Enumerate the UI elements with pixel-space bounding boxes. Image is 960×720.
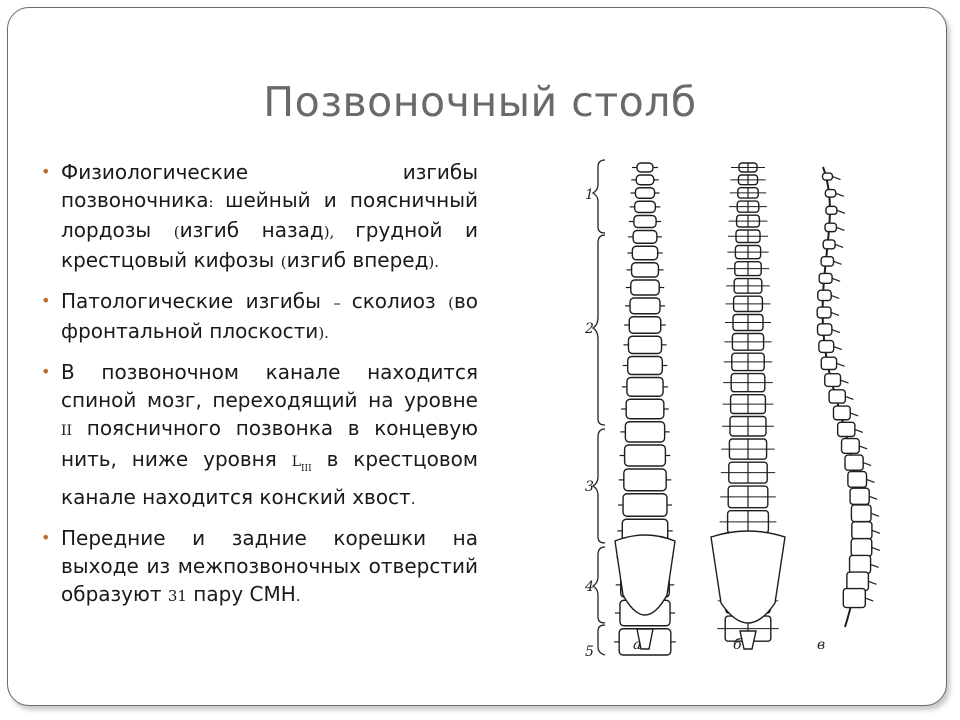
vertebra-shape [817, 307, 831, 318]
text-fragment: сколиоз [351, 289, 449, 313]
bullet-item-roots [40, 524, 478, 610]
bullet-dot-icon: • [41, 528, 51, 547]
text-fragment: поясничного позвонка в концевую нить, ниже уровня [61, 416, 478, 471]
vertebra-shape [822, 173, 832, 180]
view-label: б [733, 637, 742, 653]
vertebra-shape [628, 357, 663, 375]
spinous-line [841, 380, 849, 383]
spinous-line [832, 278, 840, 281]
text-fragment: . [295, 587, 301, 605]
vertebra-shape [851, 505, 871, 522]
text-fragment: 31 [167, 587, 187, 605]
spinous-line [859, 446, 867, 449]
vertebra-shape [631, 280, 659, 295]
text-fragment: ), [323, 223, 356, 241]
vertebra-shape [629, 317, 661, 334]
vertebra-shape [838, 422, 855, 436]
text-fragment: изгиб вперед [286, 248, 429, 272]
spinous-line [871, 564, 879, 567]
text-fragment: ( [280, 253, 287, 271]
spine-back-view [711, 163, 785, 649]
text-fragment: Патологические изгибы [61, 289, 334, 313]
vertebra-shape [634, 216, 656, 228]
vertebra-shape [826, 206, 837, 214]
vertebra-shape [833, 406, 850, 420]
vertebra-shape [843, 589, 865, 608]
region-brackets [593, 160, 605, 655]
spinous-line [832, 330, 840, 333]
text-fragment: ). [318, 324, 329, 342]
text-fragment: Передние и задние корешки на выходе из межпозвоночных отверстий образуют [61, 526, 478, 606]
bullet-item-curves [40, 158, 478, 276]
spine-illustration [583, 157, 895, 660]
region-label: 4 [585, 579, 594, 595]
text-fragment: L [291, 454, 301, 470]
vertebra-shape [842, 439, 860, 454]
bullet-dot-icon: • [41, 162, 51, 181]
text-fragment: в крестцовом канале находится конский хвост [61, 447, 478, 509]
vertebra-shape [625, 422, 664, 442]
spinous-line [872, 547, 880, 550]
vertebra-shape [623, 494, 667, 517]
vertebra-shape [635, 188, 654, 199]
vertebra-shape [823, 240, 835, 249]
spinous-line [837, 363, 845, 366]
vertebra-shape [821, 257, 833, 266]
spinous-line [831, 295, 839, 298]
text-fragment: . [410, 490, 416, 508]
text-fragment: В позвоночном канале находится спиной мозг, переходящий на уровне [61, 360, 478, 412]
vertebra-shape [633, 231, 657, 244]
text-fragment: ). [428, 253, 440, 271]
vertebra-shape [637, 163, 653, 172]
region-labels [584, 187, 594, 660]
spinous-line [871, 513, 879, 516]
vertebra-shape [852, 522, 872, 539]
spinous-line [869, 496, 877, 499]
vertebra-shape [636, 175, 654, 185]
bullet-item-pathology [40, 287, 478, 347]
vertebra-shape [818, 290, 831, 300]
vertebra-shape [825, 223, 836, 231]
spinous-line [867, 479, 875, 482]
vertebra-shape [819, 341, 834, 353]
vertebra-shape [635, 201, 656, 212]
spinous-line [865, 598, 873, 601]
region-label: 3 [585, 479, 594, 495]
region-label: 5 [585, 644, 594, 660]
spinous-line [832, 177, 840, 180]
region-label: 2 [585, 321, 594, 337]
text-fragment: пару СМН [186, 582, 296, 606]
view-label: а [633, 637, 642, 653]
text-fragment: шейный и поясничный лордозы [61, 188, 479, 242]
vertebra-shape [825, 374, 841, 387]
view-label: в [817, 637, 826, 653]
sacrum-shape [711, 531, 785, 623]
spine-side-view [817, 167, 880, 627]
spine-front-view [614, 163, 676, 655]
vertebra-shape [850, 555, 871, 573]
text-fragment: ( [448, 294, 454, 312]
text-fragment: III [301, 464, 312, 474]
vertebra-shape [829, 390, 845, 403]
bullet-text [61, 289, 478, 343]
vertebra-shape [632, 263, 659, 277]
slide-title: Позвоночный столб [263, 78, 697, 126]
spinous-line [868, 581, 876, 584]
vertebra-shape [825, 190, 835, 197]
spinous-line [872, 530, 880, 533]
bullet-dot-icon: • [41, 291, 51, 310]
spinous-line [850, 413, 858, 416]
vertebra-shape [626, 399, 664, 419]
bullet-item-spinal-canal [40, 358, 478, 513]
vertebra-shape [845, 455, 863, 470]
spinous-line [837, 210, 845, 213]
bullet-text [61, 160, 478, 272]
vertebra-shape [627, 378, 663, 397]
bullet-list [40, 158, 478, 621]
vertebra-shape [819, 273, 832, 283]
vertebra-shape [848, 472, 867, 488]
spinous-line [855, 429, 863, 432]
spinous-line [845, 396, 853, 399]
text-fragment: : [208, 193, 226, 211]
vertebra-shape [818, 324, 832, 335]
vertebra-shape [630, 298, 660, 314]
spinous-line [836, 227, 844, 230]
spinous-line [835, 244, 843, 247]
spinous-line [834, 261, 842, 264]
vertebra-shape [821, 357, 836, 369]
text-fragment: II [61, 423, 73, 439]
text-fragment: во фронтальной плоскости [61, 289, 478, 343]
spinous-line [831, 312, 839, 315]
spinous-line [834, 347, 842, 350]
text-fragment: изгиб назад [179, 218, 324, 242]
spinous-line [863, 463, 871, 466]
vertebra-shape [632, 246, 657, 260]
bullet-dot-icon: • [41, 362, 51, 381]
bullet-text [61, 526, 478, 606]
vertebra-shape [847, 572, 869, 591]
bullet-text [61, 360, 478, 509]
vertebra-shape [850, 488, 869, 504]
text-fragment: грудной и крестцовый кифозы [61, 218, 478, 272]
vertebra-shape [851, 539, 872, 557]
region-label: 1 [585, 187, 594, 203]
spinous-line [836, 193, 844, 196]
vertebra-shape [625, 445, 666, 466]
text-fragment: ( [173, 223, 180, 241]
text-fragment: Физиологические изгибы позвоночника [61, 160, 478, 212]
vertebra-shape [624, 469, 666, 491]
vertebra-shape [628, 336, 661, 353]
coccyx-shape [740, 631, 756, 649]
text-fragment: – [333, 294, 352, 312]
